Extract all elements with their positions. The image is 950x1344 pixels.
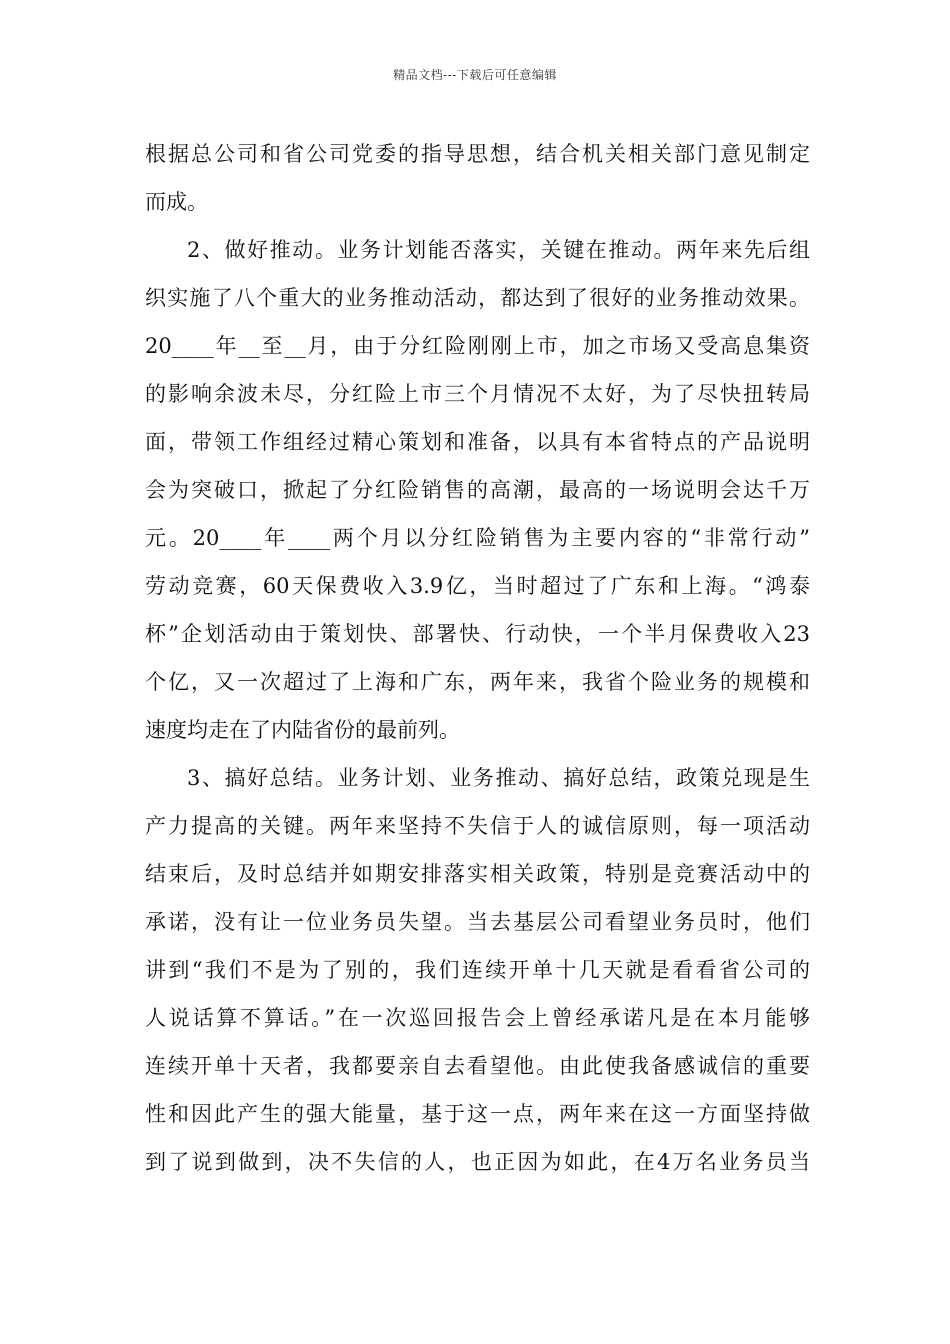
- paragraph-start-line: 2、做好推动。业务计划能否落实，关键在推动。两年来先后组: [187, 238, 810, 262]
- text-line: 产力提高的关键。两年来坚持不失信于人的诚信原则，每一项活动: [145, 814, 810, 838]
- paragraph-start-line: 3、搞好总结。业务计划、业务推动、搞好总结，政策兑现是生: [187, 766, 810, 790]
- text-line: 承诺，没有让一位业务员失望。当去基层公司看望业务员时，他们: [145, 910, 810, 934]
- text-line: 个亿，又一次超过了上海和广东，两年来，我省个险业务的规模和: [145, 670, 810, 694]
- text-line: 会为突破口，掀起了分红险销售的高潮，最高的一场说明会达千万: [145, 478, 810, 502]
- text-line: 而成。: [145, 190, 208, 214]
- text-line: 到了说到做到，决不失信的人，也正因为如此，在4万名业务员当: [145, 1150, 810, 1174]
- text-line: 速度均走在了内陆省份的最前列。: [145, 718, 460, 742]
- text-line: 元。20____年____两个月以分红险销售为主要内容的“非常行动”: [145, 526, 810, 550]
- text-line: 性和因此产生的强大能量，基于这一点，两年来在这一方面坚持做: [145, 1102, 810, 1126]
- text-line: 结束后，及时总结并如期安排落实相关政策，特别是竞赛活动中的: [145, 862, 810, 886]
- text-line: 织实施了八个重大的业务推动活动，都达到了很好的业务推动效果。: [145, 286, 810, 310]
- text-line: 人说话算不算话。”在一次巡回报告会上曾经承诺凡是在本月能够: [145, 1006, 810, 1030]
- text-line: 杯”企划活动由于策划快、部署快、行动快，一个半月保费收入23: [145, 622, 810, 646]
- text-line: 20____年__至__月，由于分红险刚刚上市，加之市场又受高息集资: [145, 334, 810, 358]
- text-line: 的影响余波未尽，分红险上市三个月情况不太好，为了尽快扭转局: [145, 382, 810, 406]
- page-header: 精品文档---下载后可任意编辑: [393, 68, 557, 82]
- text-line: 根据总公司和省公司党委的指导思想，结合机关相关部门意见制定: [145, 142, 810, 166]
- text-line: 讲到“我们不是为了别的，我们连续开单十几天就是看看省公司的: [145, 958, 810, 982]
- text-line: 面，带领工作组经过精心策划和准备，以具有本省特点的产品说明: [145, 430, 810, 454]
- text-line: 连续开单十天者，我都要亲自去看望他。由此使我备感诚信的重要: [145, 1054, 810, 1078]
- text-line: 劳动竞赛，60天保费收入3.9亿，当时超过了广东和上海。“鸿泰: [145, 574, 810, 598]
- document-body: [145, 130, 810, 1186]
